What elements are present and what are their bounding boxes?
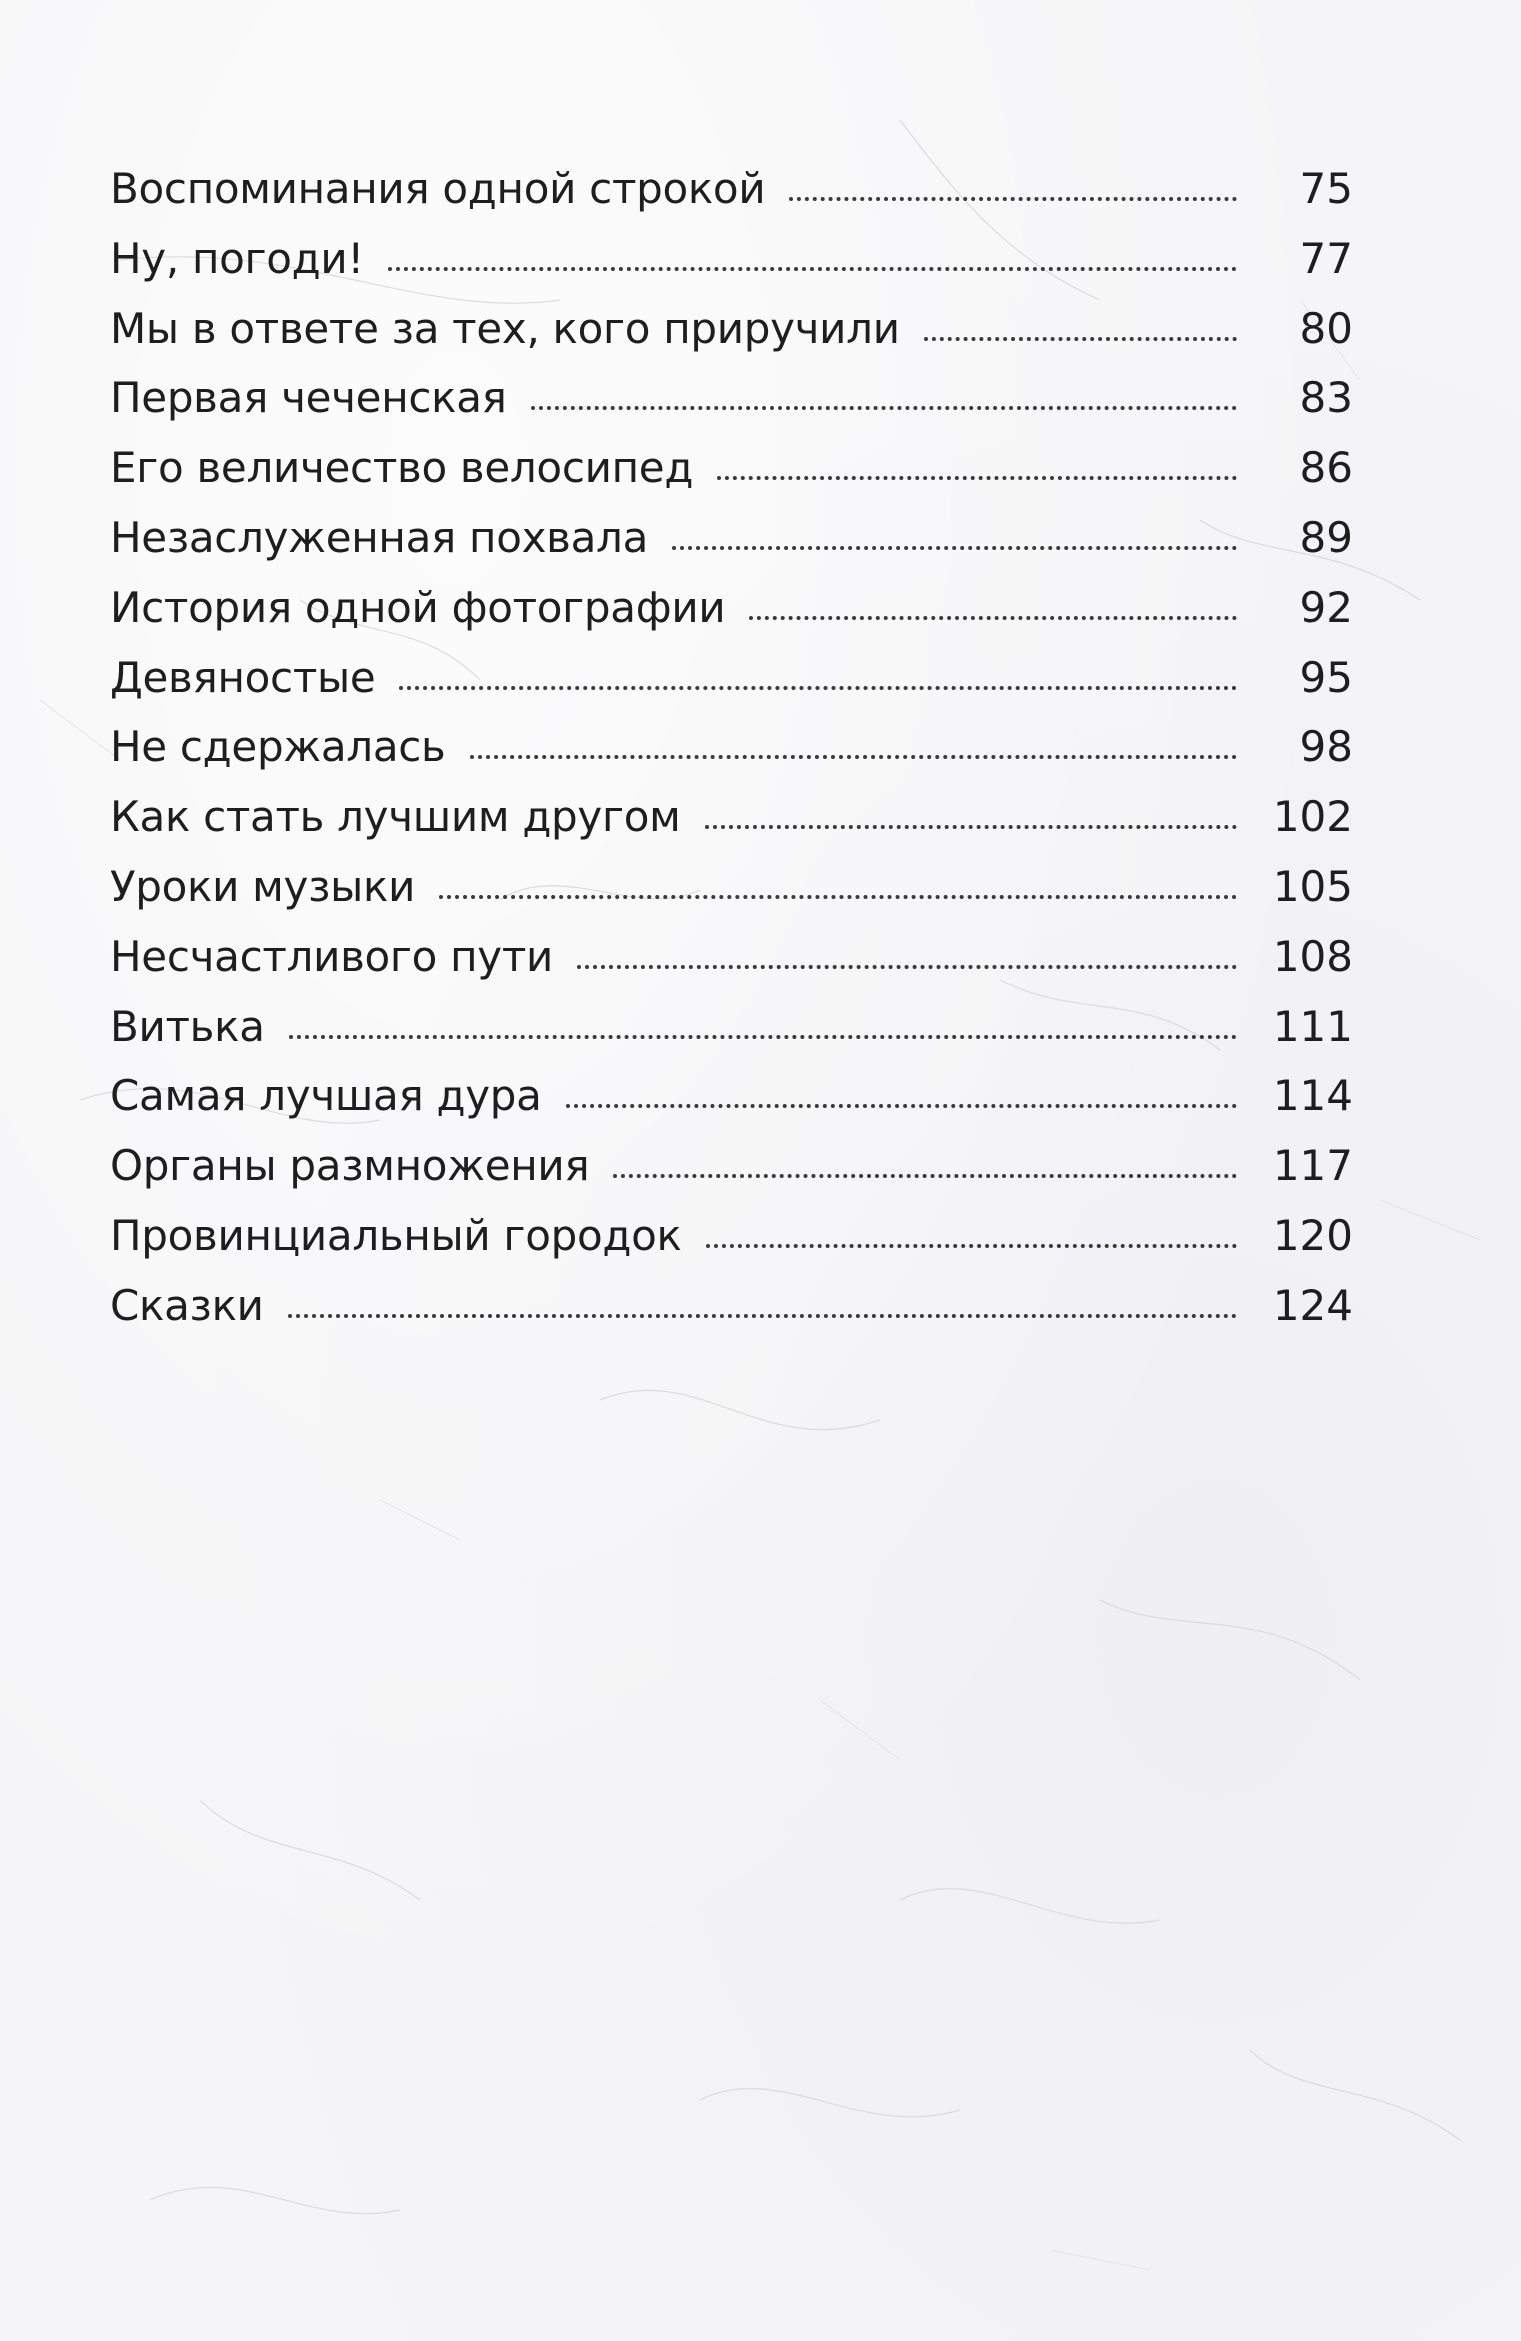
dot-leader xyxy=(399,686,1237,690)
dot-leader xyxy=(749,616,1237,620)
toc-entry xyxy=(110,1071,1353,1141)
toc-entry-page: 75 xyxy=(1299,164,1353,213)
toc-entry-page: 102 xyxy=(1272,792,1353,842)
toc-entry-page: 111 xyxy=(1272,1001,1353,1051)
toc-entry xyxy=(110,234,1353,304)
toc-entry-page: 108 xyxy=(1272,931,1353,981)
toc-entry-page: 120 xyxy=(1272,1210,1353,1260)
toc-entry xyxy=(110,862,1353,932)
toc-entry xyxy=(110,443,1353,513)
toc-entry-title: Незаслуженная похвала xyxy=(110,512,649,562)
toc-entry xyxy=(110,932,1353,1002)
toc-entry xyxy=(110,1281,1353,1351)
toc-entry xyxy=(110,513,1353,583)
toc-entry-title: Самая лучшая дура xyxy=(110,1071,542,1121)
dot-leader xyxy=(705,825,1237,829)
toc-entry-title: Как стать лучшим другом xyxy=(110,792,681,842)
toc-entry-title: Органы размножения xyxy=(110,1141,590,1191)
dot-leader xyxy=(789,197,1237,201)
toc-entry-page: 86 xyxy=(1299,443,1353,493)
toc-entry-page: 117 xyxy=(1272,1141,1353,1191)
dot-leader xyxy=(531,406,1237,410)
toc-entry-title: Воспоминания одной строкой xyxy=(110,164,766,213)
toc-entry-title: История одной фотографии xyxy=(110,582,726,632)
dot-leader xyxy=(288,1314,1237,1318)
toc-entry xyxy=(110,792,1353,862)
toc-entry-page: 124 xyxy=(1272,1280,1353,1330)
toc-entry-page: 83 xyxy=(1299,373,1353,423)
toc-entry-title: Его величество велосипед xyxy=(110,443,694,493)
dot-leader xyxy=(706,1244,1237,1248)
toc-entry xyxy=(110,304,1353,374)
toc-entry xyxy=(110,1002,1353,1072)
toc-entry-title: Витька xyxy=(110,1001,265,1051)
toc-entry-page: 89 xyxy=(1299,512,1353,562)
toc-entry-page: 114 xyxy=(1272,1071,1353,1121)
dot-leader xyxy=(566,1104,1237,1108)
toc-entry-title: Первая чеченская xyxy=(110,373,507,423)
toc-entry-title: Не сдержалась xyxy=(110,722,446,772)
toc-entry-title: Сказки xyxy=(110,1280,264,1330)
toc-entry-page: 80 xyxy=(1299,303,1353,353)
dot-leader xyxy=(289,1035,1237,1039)
toc-entry-page: 105 xyxy=(1272,861,1353,911)
dot-leader xyxy=(470,755,1237,759)
dot-leader xyxy=(924,337,1237,341)
table-of-contents xyxy=(110,164,1353,1351)
toc-entry xyxy=(110,583,1353,653)
toc-entry-page: 77 xyxy=(1299,233,1353,283)
toc-entry-title: Мы в ответе за тех, кого приручили xyxy=(110,303,900,353)
toc-entry-title: Ну, погоди! xyxy=(110,233,364,283)
dot-leader xyxy=(717,476,1237,480)
toc-entry xyxy=(110,164,1353,234)
dot-leader xyxy=(439,895,1237,899)
dot-leader xyxy=(388,267,1237,271)
toc-entry-title: Девяностые xyxy=(110,652,376,702)
toc-entry-title: Несчастливого пути xyxy=(110,931,554,981)
toc-entry xyxy=(110,653,1353,723)
toc-entry-title: Провинциальный городок xyxy=(110,1210,682,1260)
toc-entry-page: 92 xyxy=(1299,582,1353,632)
toc-entry xyxy=(110,1211,1353,1281)
toc-entry-title: Уроки музыки xyxy=(110,861,416,911)
toc-entry xyxy=(110,722,1353,792)
toc-entry-page: 95 xyxy=(1299,652,1353,702)
dot-leader xyxy=(613,1174,1236,1178)
toc-entry-page: 98 xyxy=(1299,722,1353,772)
dot-leader xyxy=(577,965,1237,969)
toc-entry xyxy=(110,373,1353,443)
toc-entry xyxy=(110,1141,1353,1211)
dot-leader xyxy=(672,546,1237,550)
